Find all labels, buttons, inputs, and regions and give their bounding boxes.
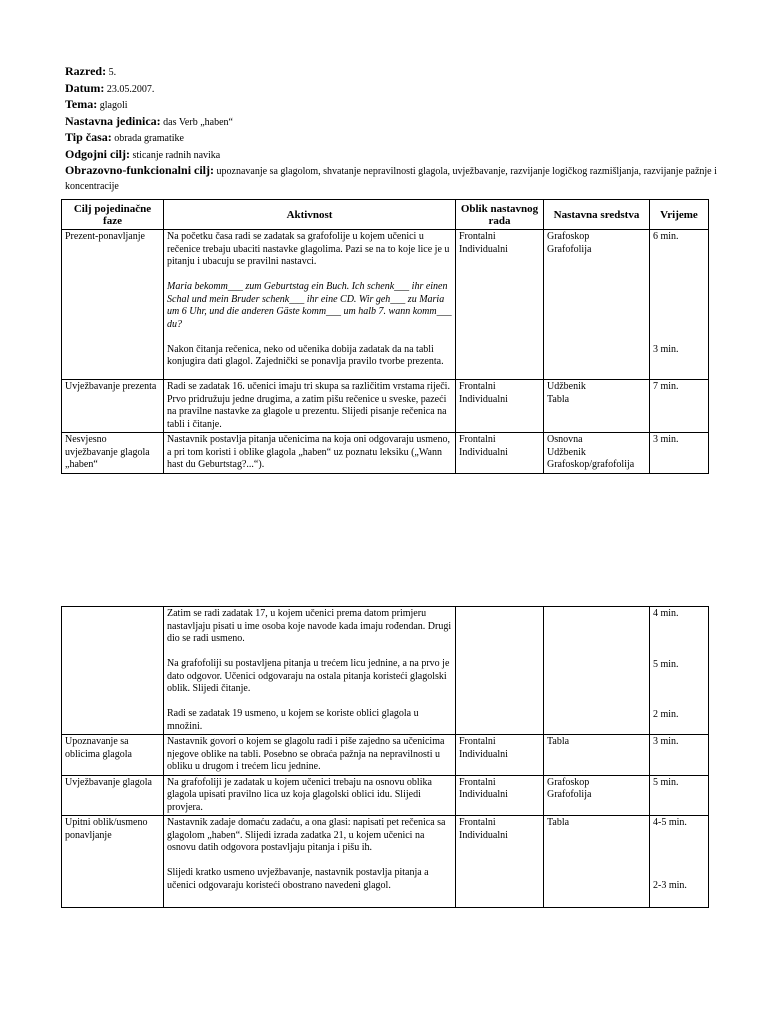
col-header-vrijeme: Vrijeme [650,200,709,230]
razred-line [65,64,725,81]
sredstvo-item: Grafoskop/grafofolija [547,459,635,470]
vrijeme-cell: 3 min. [650,433,709,474]
table-row [62,775,709,816]
aktivnost-text: Na grafofoliji su postavljena pitanja u trećem licu jednine, a na prvo je dato odgovor. Učenici odgovaraju na ostala pitanja koristeći glagolski oblik. Slijedi čitanje. [167,658,450,694]
table-row [62,735,709,776]
aktivnost-cell: Nastavnik govori o kojem se glagolu radi i piše zajedno sa učenicima njegove oblike na tabli. Posebno se obraća pažnja na nepravilnosti u obliku u drugom i trećem licu jednine. [164,735,456,776]
col-header-sredstva: Nastavna sredstva [544,200,650,230]
sredstva-cell [544,775,650,816]
cilj-cell [62,607,164,735]
col-header-aktivnost: Aktivnost [164,200,456,230]
oblik-item: Individualni [459,243,508,255]
tema-label: Tema: [65,97,98,111]
vrijeme-value: 6 min. [653,231,679,242]
odgojni-value: sticanje radnih navika [132,149,221,161]
datum-label: Datum: [65,80,105,95]
sredstva-cell: Tabla [544,735,650,776]
aktivnost-text: Na početku časa radi se zadatak sa grafofolije u kojem učenici u rečenice trebaju ubaciti nastavke glagolima. Pazi se na to koje lice je u pitanju i ubacuju se pravilni nastavci. [167,231,450,267]
cilj-cell: Uvježbavanje glagola [62,775,164,816]
sredstva-cell [544,607,650,735]
odgojni-label: Odgojni cilj: [65,146,130,161]
datum-value: 23.05.2007. [106,83,155,95]
oblik-item: Frontalni [459,817,496,828]
aktivnost-text: Slijedi kratko usmeno uvježbavanje, nastavnik postavlja pitanja a učenici odgovaraju koristeći obostrano navedeni glagol. [167,867,429,891]
vrijeme-cell: 7 min. [650,380,709,433]
tip-value: obrada gramatike [114,133,184,144]
aktivnost-cell: Nastavnik postavlja pitanja učenicima na koja oni odgovaraju usmeno, a pri tom koristi i oblike glagola „haben“ uz poznatu leksiku („Wann hast du Geburtstag?...“). [164,433,456,474]
cilj-cell: Upoznavanje sa oblicima glagola [62,735,164,776]
aktivnost-cell: Radi se zadatak 16. učenici imaju tri skupa sa različitim vrstama riječi. Prvo pridružuju jedne drugima, a zatim pišu rečenice u sveske, pazeći na pravilne nastavke za glagole u prezentu. Slijedi pisanje rečenica na tabli i čitanje. [164,380,456,433]
oblik-cell [456,230,544,380]
obrazovno-value: upoznavanje sa glagolom, shvatanje nepravilnosti glagola, uvježbavanje, razvijanje logičkog razmišljanja, razvijanje pažnje i koncentracije [65,166,717,192]
cilj-cell: Prezent-ponavljanje [62,230,164,380]
oblik-cell [456,607,544,735]
oblik-cell [456,380,544,433]
vrijeme-cell: 3 min. [650,735,709,776]
sredstvo-item: Udžbenik [547,446,586,458]
sredstva-cell: Tabla [544,816,650,908]
sredstva-cell [544,230,650,380]
oblik-item: Frontalni [459,736,496,747]
aktivnost-text: Radi se zadatak 19 usmeno, u kojem se koriste oblici glagola u množini. [167,708,419,732]
vrijeme-cell [650,607,709,735]
aktivnost-cell [164,816,456,908]
oblik-cell [456,735,544,776]
col-header-oblik: Oblik nastavnog rada [456,200,544,230]
cilj-cell: Upitni oblik/usmeno ponavljanje [62,816,164,908]
vrijeme-cell [650,230,709,380]
tip-line [65,130,725,147]
table-header-row [62,200,709,230]
tema-line [65,97,725,114]
table-row [62,816,709,908]
vrijeme-value: 2 min. [653,709,679,720]
obrazovno-line [65,163,725,194]
vrijeme-value: 4 min. [653,608,679,619]
oblik-item: Frontalni [459,776,496,788]
table-row [62,607,709,735]
razred-value: 5. [108,67,117,78]
exercise-sentences: Maria bekomm___ zum Geburtstag ein Buch. Ich schenk___ ihr einen Schal und mein Bruder schenk___ ihr eine CD. Wir geh___ zu Maria um 6 Uhr, und die anderen Gäste komm___ um halb 7. wann komm___ du? [167,281,452,330]
sredstvo-item: Grafoskop [547,231,590,242]
oblik-item: Individualni [459,446,508,458]
obrazovno-label: Obrazovno-funkcionalni cilj: [65,163,215,177]
jedinica-line [65,114,725,131]
tema-value: glagoli [99,100,128,111]
cilj-cell: Nesvjesno uvježbavanje glagola „haben“ [62,433,164,474]
sredstvo-item: Osnovna [547,434,583,445]
vrijeme-cell: 5 min. [650,775,709,816]
sredstva-cell [544,380,650,433]
col-header-cilj: Cilj pojedinačne faze [62,200,164,230]
aktivnost-cell [164,607,456,735]
vrijeme-cell [650,816,709,908]
aktivnost-text: Zatim se radi zadatak 17, u kojem učenici prema datom primjeru nastavljaju pisati u ime osoba koje navode kada imaju rođendan. Drugi dio se radi usmeno. [167,608,452,644]
razred-label: Razred: [65,64,107,78]
oblik-item: Individualni [459,829,508,841]
oblik-item: Individualni [459,393,508,405]
vrijeme-value: 2-3 min. [653,879,687,891]
oblik-item: Frontalni [459,434,496,445]
table-row [62,380,709,433]
sredstvo-item: Udžbenik [547,381,586,392]
oblik-cell [456,775,544,816]
aktivnost-cell [164,230,456,380]
sredstvo-item: Grafofolija [547,243,592,255]
oblik-item: Individualni [459,789,508,800]
vrijeme-value: 5 min. [653,658,679,670]
oblik-item: Individualni [459,748,508,760]
sredstvo-item: Grafoskop [547,776,590,788]
lesson-header [65,64,725,194]
jedinica-value: das Verb „haben“ [163,116,233,128]
lesson-plan-table [61,199,709,474]
sredstvo-item: Grafofolija [547,789,592,800]
sredstva-cell [544,433,650,474]
oblik-item: Frontalni [459,231,496,242]
aktivnost-text: Nakon čitanja rečenica, neko od učenika dobija zadatak da na tabli konjugira dati glagol. Zajednički se ponavlja pravilo tvorbe prezenta. [167,343,444,367]
vrijeme-value: 4-5 min. [653,817,687,828]
odgojni-line [65,147,725,164]
cilj-cell: Uvježbavanje prezenta [62,380,164,433]
tip-label: Tip časa: [65,130,112,144]
table-row [62,433,709,474]
sredstvo-item: Tabla [547,393,570,405]
jedinica-label: Nastavna jedinica: [65,113,161,128]
table-row [62,230,709,380]
oblik-cell [456,816,544,908]
aktivnost-cell: Na grafofoliji je zadatak u kojem učenici trebaju na osnovu oblika glagola upisati pravilno lica uz koja glagolski oblici idu. Slijedi provjera. [164,775,456,816]
oblik-cell [456,433,544,474]
lesson-plan-table-continued [61,606,709,908]
vrijeme-value: 3 min. [653,343,679,355]
aktivnost-text: Nastavnik zadaje domaću zadaću, a ona glasi: napisati pet rečenica sa glagolom „haben“. Slijedi izrada zadatka 21, u kojem učenici na osnovu datih odgovora postavljaju pitanja i pišu ih. [167,817,446,853]
oblik-item: Frontalni [459,381,496,392]
datum-line [65,81,725,98]
